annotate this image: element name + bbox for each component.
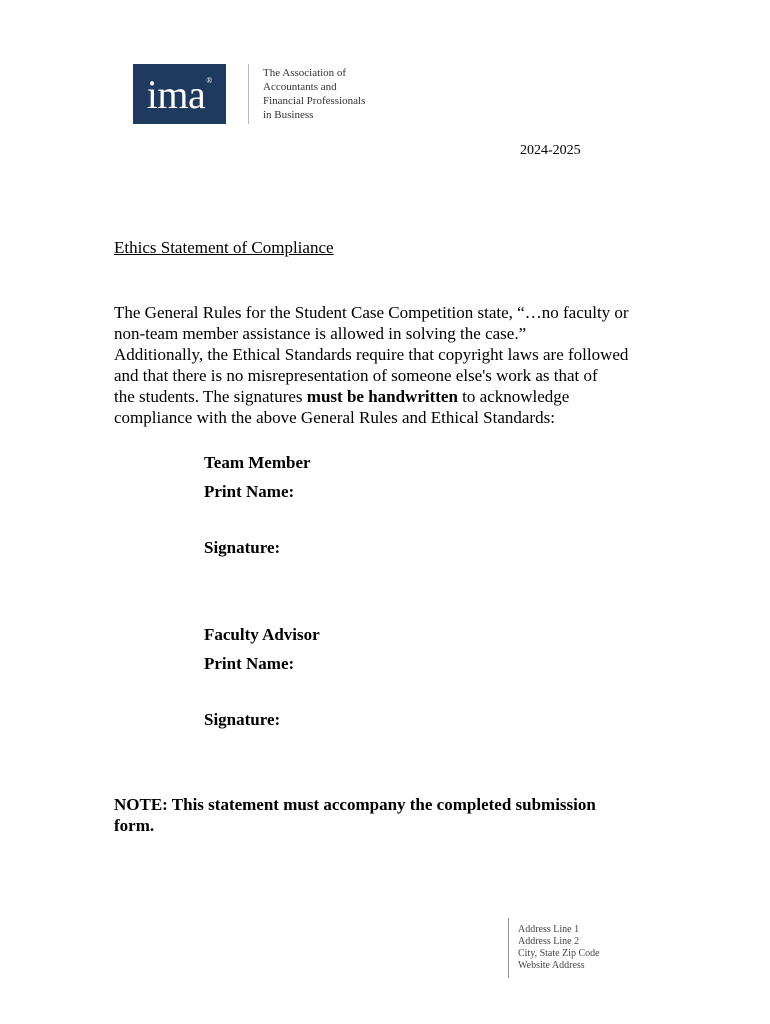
faculty-advisor-print-name-label: Print Name: <box>204 654 295 673</box>
paragraph-text: the students. The signatures <box>114 387 307 406</box>
submission-note <box>114 794 596 836</box>
team-member-print-name-label: Print Name: <box>204 482 295 501</box>
address-line: City, State Zip Code <box>518 948 600 959</box>
paragraph-line: Additionally, the Ethical Standards require that copyright laws are followed <box>114 345 629 364</box>
tagline-line: in Business <box>263 109 314 121</box>
logo-text: ima <box>146 72 206 117</box>
registered-mark: ® <box>206 75 213 85</box>
academic-year: 2024-2025 <box>520 143 581 158</box>
tagline-line: Financial Professionals <box>263 95 366 107</box>
logo-divider <box>248 64 249 124</box>
address-line: Website Address <box>518 960 585 971</box>
address-line: Address Line 2 <box>518 936 580 947</box>
note-line: NOTE: This statement must accompany the completed submission <box>114 795 596 814</box>
team-member-title: Team Member <box>204 453 311 472</box>
compliance-paragraph <box>114 302 674 428</box>
handwritten-emphasis: must be handwritten <box>306 387 458 406</box>
document-heading: Ethics Statement of Compliance <box>114 238 334 257</box>
paragraph-line: and that there is no misrepresentation of someone else's work as that of <box>114 366 598 385</box>
tagline-line: Accountants and <box>263 81 337 93</box>
tagline-line: The Association of <box>263 67 347 79</box>
paragraph-text: to acknowledge <box>457 387 570 406</box>
team-member-signature-label: Signature: <box>204 538 281 557</box>
address-block <box>518 924 600 972</box>
paragraph-line: non-team member assistance is allowed in solving the case.” <box>114 324 527 343</box>
paragraph-line: The General Rules for the Student Case Competition state, “…no faculty or <box>114 303 629 322</box>
faculty-advisor-title: Faculty Advisor <box>204 625 320 644</box>
note-line: form. <box>114 816 155 835</box>
organization-tagline <box>263 66 365 122</box>
faculty-advisor-signature-label: Signature: <box>204 710 281 729</box>
ima-logo <box>133 64 226 124</box>
address-line: Address Line 1 <box>518 924 580 935</box>
paragraph-line <box>114 386 674 407</box>
address-divider <box>508 918 509 978</box>
paragraph-line: compliance with the above General Rules and Ethical Standards: <box>114 408 555 427</box>
